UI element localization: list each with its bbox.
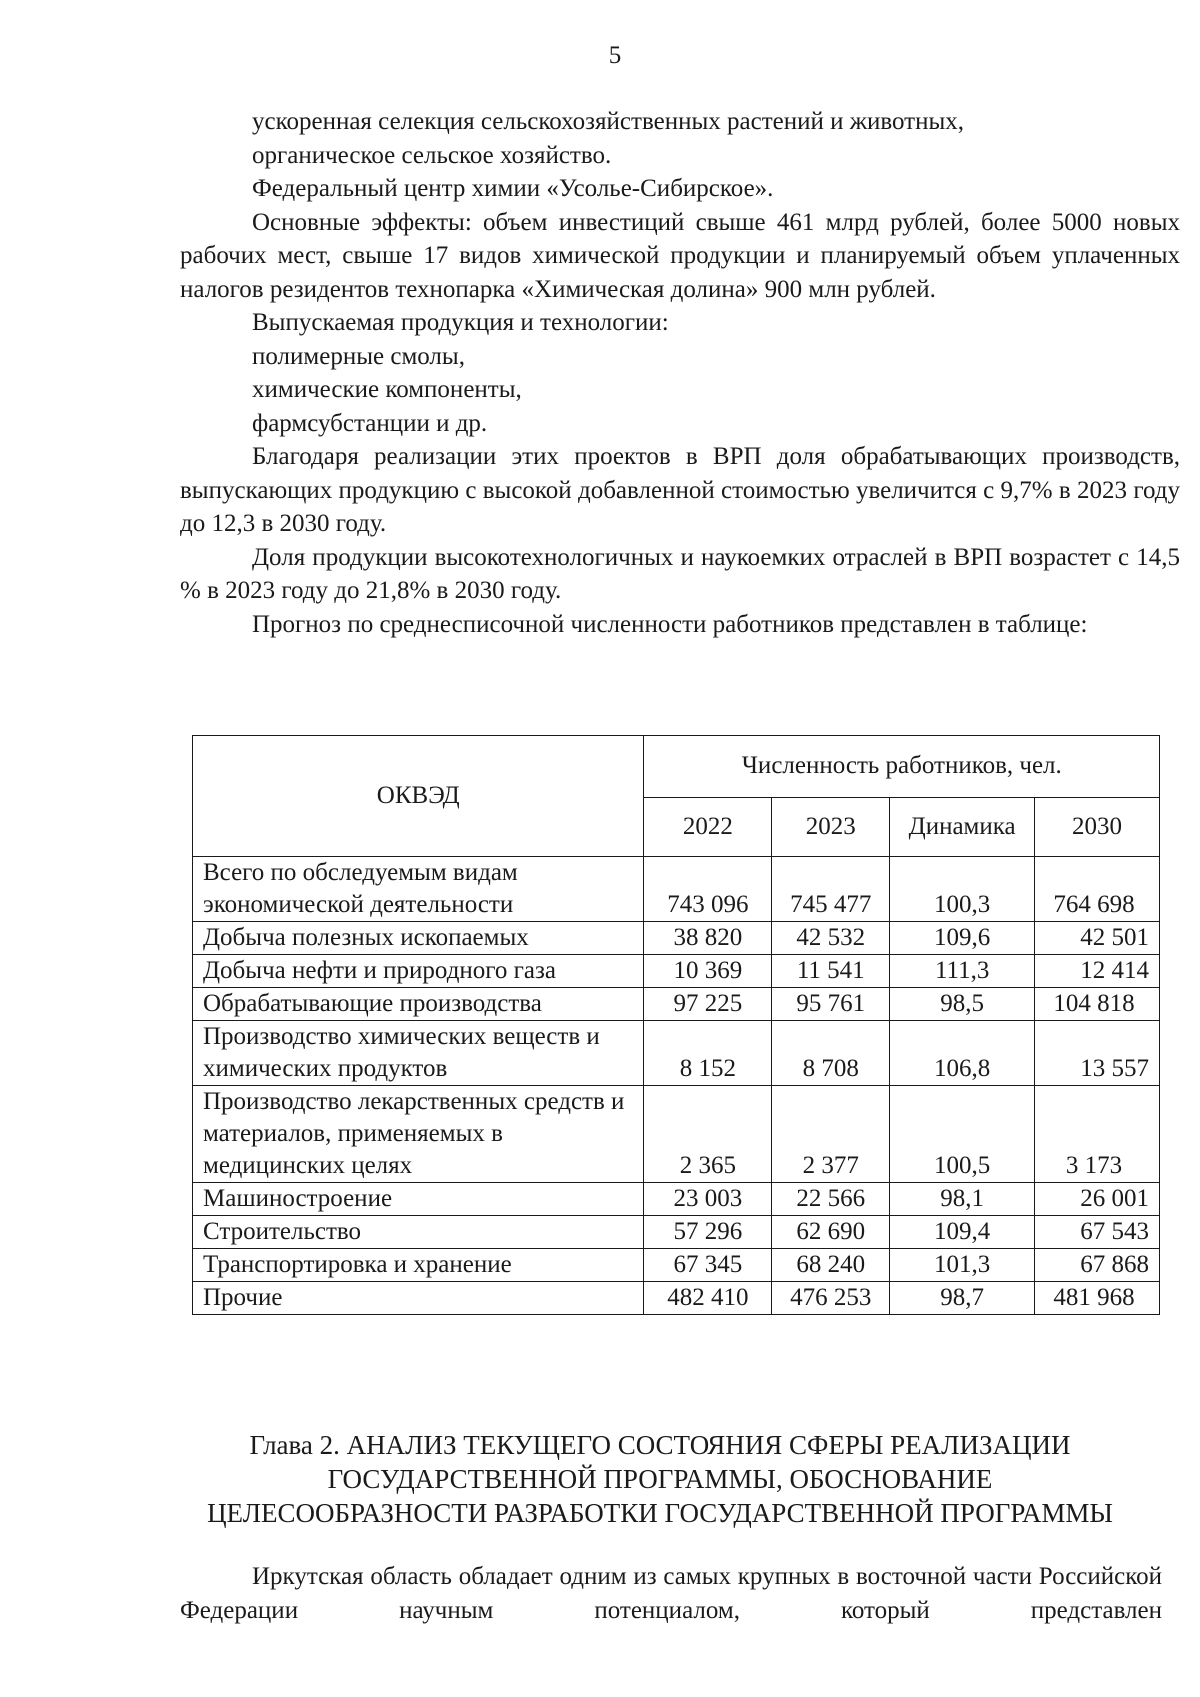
table-row bbox=[193, 1021, 1160, 1086]
cell-2023: 42 532 bbox=[772, 922, 890, 955]
cell-2022: 97 225 bbox=[644, 988, 772, 1021]
row-name: Всего по обследуемым видам экономической деятельности bbox=[193, 857, 644, 922]
cell-2023: 68 240 bbox=[772, 1249, 890, 1282]
paragraph: Иркутская область обладает одним из самых крупных в восточной части Российской Федерации научным потенциалом, который представлен bbox=[180, 1563, 1162, 1624]
cell-dynamics: 100,3 bbox=[890, 857, 1035, 922]
cell-2030: 12 414 bbox=[1035, 955, 1160, 988]
cell-dynamics: 109,6 bbox=[890, 922, 1035, 955]
page-number: 5 bbox=[608, 42, 622, 69]
cell-2022: 10 369 bbox=[644, 955, 772, 988]
cell-2030: 67 868 bbox=[1035, 1249, 1160, 1282]
cell-2023: 62 690 bbox=[772, 1216, 890, 1249]
paragraph: Прогноз по среднесписочной численности работников представлен в таблице: bbox=[252, 610, 1088, 638]
list-item: фармсубстанции и др. bbox=[252, 409, 488, 437]
paragraph: Благодаря реализации этих проектов в ВРП доля обрабатывающих производств, выпускающих продукцию с высокой добавленной стоимостью увеличится с 9,7% в 2023 году до 12,3 в 2030 году. bbox=[180, 443, 1180, 537]
header-dynamics: Динамика bbox=[890, 797, 1035, 857]
cell-2030: 104 818 bbox=[1035, 988, 1160, 1021]
header-2030: 2030 bbox=[1035, 797, 1160, 857]
row-name: Производство лекарственных средств и материалов, применяемых в медицинских целях bbox=[193, 1086, 644, 1183]
cell-2022: 743 096 bbox=[644, 857, 772, 922]
row-name: Транспортировка и хранение bbox=[193, 1249, 644, 1282]
cell-2022: 482 410 bbox=[644, 1282, 772, 1315]
body-text bbox=[180, 105, 1180, 641]
table-row bbox=[193, 1086, 1160, 1183]
cell-2023: 95 761 bbox=[772, 988, 890, 1021]
cell-2022: 38 820 bbox=[644, 922, 772, 955]
cell-dynamics: 109,4 bbox=[890, 1216, 1035, 1249]
header-workforce: Численность работников, чел. bbox=[644, 736, 1160, 798]
paragraph: Выпускаемая продукция и технологии: bbox=[252, 309, 669, 336]
cell-2022: 67 345 bbox=[644, 1249, 772, 1282]
cell-2030: 67 543 bbox=[1035, 1216, 1160, 1249]
cell-2023: 11 541 bbox=[772, 955, 890, 988]
paragraph: Основные эффекты: объем инвестиций свыше 461 млрд рублей, более 5000 новых рабочих мест, свыше 17 видов химической продукции и планируемый объем уплаченных налогов резидентов технопарка «Химическая долина» 900 млн рублей. bbox=[180, 208, 1180, 303]
cell-2023: 22 566 bbox=[772, 1183, 890, 1216]
cell-2030: 481 968 bbox=[1035, 1282, 1160, 1315]
cell-2023: 476 253 bbox=[772, 1282, 890, 1315]
paragraph: органическое сельское хозяйство. bbox=[252, 141, 612, 169]
paragraph: Федеральный центр химии «Усолье-Сибирское». bbox=[252, 175, 774, 202]
cell-2022: 8 152 bbox=[644, 1021, 772, 1086]
cell-dynamics: 111,3 bbox=[890, 955, 1035, 988]
row-name: Машиностроение bbox=[193, 1183, 644, 1216]
cell-2030: 13 557 bbox=[1035, 1021, 1160, 1086]
chapter-heading bbox=[160, 1428, 1160, 1530]
cell-2030: 764 698 bbox=[1035, 857, 1160, 922]
row-name: Строительство bbox=[193, 1216, 644, 1249]
header-okved: ОКВЭД bbox=[193, 736, 644, 857]
chapter-heading-line: ЦЕЛЕСООБРАЗНОСТИ РАЗРАБОТКИ ГОСУДАРСТВЕННОЙ ПРОГРАММЫ bbox=[207, 1498, 1113, 1528]
workforce-table bbox=[192, 735, 1160, 1315]
table-row bbox=[193, 922, 1160, 955]
row-name: Обрабатывающие производства bbox=[193, 988, 644, 1021]
cell-dynamics: 101,3 bbox=[890, 1249, 1035, 1282]
table-row bbox=[193, 955, 1160, 988]
row-name: Добыча полезных ископаемых bbox=[193, 922, 644, 955]
table-row bbox=[193, 988, 1160, 1021]
list-item: полимерные смолы, bbox=[252, 342, 465, 370]
table-row bbox=[193, 1183, 1160, 1216]
cell-2022: 2 365 bbox=[644, 1086, 772, 1183]
header-2023: 2023 bbox=[772, 797, 890, 857]
cell-dynamics: 106,8 bbox=[890, 1021, 1035, 1086]
row-name: Добыча нефти и природного газа bbox=[193, 955, 644, 988]
table-row bbox=[193, 1216, 1160, 1249]
table-row bbox=[193, 857, 1160, 922]
closing-text bbox=[180, 1560, 1162, 1628]
cell-dynamics: 100,5 bbox=[890, 1086, 1035, 1183]
cell-2022: 57 296 bbox=[644, 1216, 772, 1249]
cell-2030: 3 173 bbox=[1035, 1086, 1160, 1183]
cell-dynamics: 98,1 bbox=[890, 1183, 1035, 1216]
cell-2022: 23 003 bbox=[644, 1183, 772, 1216]
cell-dynamics: 98,7 bbox=[890, 1282, 1035, 1315]
chapter-heading-line: Глава 2. АНАЛИЗ ТЕКУЩЕГО СОСТОЯНИЯ СФЕРЫ РЕАЛИЗАЦИИ bbox=[249, 1430, 1071, 1460]
cell-2023: 2 377 bbox=[772, 1086, 890, 1183]
list-item: химические компоненты, bbox=[252, 376, 522, 403]
chapter-heading-line: ГОСУДАРСТВЕННОЙ ПРОГРАММЫ, ОБОСНОВАНИЕ bbox=[327, 1464, 993, 1494]
table-row bbox=[193, 1282, 1160, 1315]
cell-2030: 42 501 bbox=[1035, 922, 1160, 955]
cell-dynamics: 98,5 bbox=[890, 988, 1035, 1021]
row-name: Прочие bbox=[193, 1282, 644, 1315]
header-2022: 2022 bbox=[644, 797, 772, 857]
row-name: Производство химических веществ и химических продуктов bbox=[193, 1021, 644, 1086]
paragraph: Доля продукции высокотехнологичных и наукоемких отраслей в ВРП возрастет с 14,5 % в 2023 году до 21,8% в 2030 году. bbox=[180, 543, 1180, 604]
cell-2030: 26 001 bbox=[1035, 1183, 1160, 1216]
cell-2023: 745 477 bbox=[772, 857, 890, 922]
paragraph: ускоренная селекция сельскохозяйственных растений и животных, bbox=[252, 108, 965, 135]
cell-2023: 8 708 bbox=[772, 1021, 890, 1086]
table-row bbox=[193, 1249, 1160, 1282]
